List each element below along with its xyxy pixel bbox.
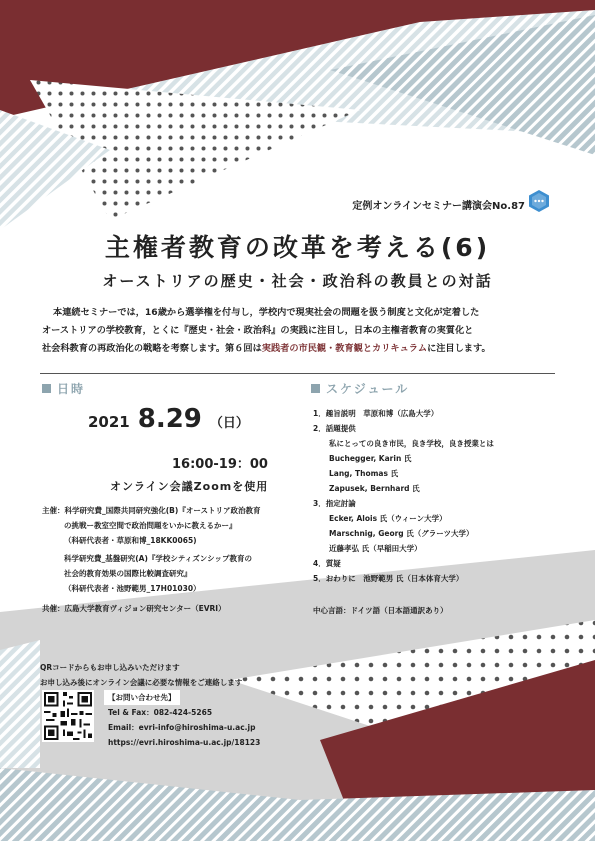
date-weekday: （日） xyxy=(209,416,249,431)
registration-line: お申し込み後にオンライン会議に必要な情報をご連絡します xyxy=(40,678,243,687)
sponsor-line: 主催：科学研究費_国際共同研究強化(B)『オーストリア政治教育 xyxy=(42,506,261,515)
sponsor-line: （科研代表者・草原和博_18KK0065) xyxy=(64,536,197,545)
schedule-item: 1．趣旨説明 草原和博（広島大学） xyxy=(313,409,439,418)
datetime-heading-text: 日時 xyxy=(57,382,86,396)
schedule-heading-text: スケジュール xyxy=(326,382,410,396)
schedule-item: Zapusek, Bernhard 氏 xyxy=(329,484,420,493)
registration-line: QRコードからもお申し込みいただけます xyxy=(40,663,180,672)
registration-info xyxy=(40,660,242,690)
square-bullet-icon xyxy=(311,384,320,393)
intro-text: 社会科教育の再政治化の戦略を考察します。第６回は xyxy=(42,343,262,354)
qr-code-icon[interactable] xyxy=(42,690,94,742)
schedule-item: Buchegger, Karin 氏 xyxy=(329,454,412,463)
co-sponsor-line: 共催：広島大学教育ヴィジョン研究センター（EVRI） xyxy=(42,604,226,613)
section-divider xyxy=(40,373,555,374)
seminar-series-label: 定例オンラインセミナー講演会No.87 xyxy=(352,201,525,212)
schedule-heading xyxy=(311,380,409,397)
intro-line: 本連続セミナーでは，16歳から選挙権を付与し，学校内で現実社会の問題を扱う制度と文化が定着した xyxy=(53,307,480,318)
schedule-item: 5．おわりに 池野範男 氏（日本体育大学） xyxy=(313,574,464,583)
contact-phone: Tel & Fax：082-424-5265 xyxy=(108,708,213,717)
sponsor-line: 科学研究費_基盤研究(A)『学校シティズンシップ教育の xyxy=(64,554,252,563)
schedule-list xyxy=(313,406,494,586)
contact-email[interactable]: Email：evri-info@hiroshima-u.ac.jp xyxy=(108,723,256,732)
bottom-left-stripes xyxy=(0,640,40,768)
event-time: 16:00-19：00 xyxy=(172,457,268,472)
intro-line-3 xyxy=(42,340,558,358)
schedule-item: Lang, Thomas 氏 xyxy=(329,469,399,478)
date-year: 2021 xyxy=(88,413,130,431)
schedule-item: Ecker, Alois 氏（ウィーン大学） xyxy=(329,514,447,523)
datetime-heading xyxy=(42,380,85,397)
sponsor-line: の挑戦ー教室空間で政治問題をいかに教えるかー』 xyxy=(64,521,237,530)
intro-line: オーストリアの学校教育，とくに『歴史・社会・政治科』の実践に注目し，日本の主権者教育の実質化と xyxy=(42,325,474,336)
schedule-item: 私にとっての良き市民，良き学校，良き授業とは xyxy=(329,439,494,448)
schedule-item: 4．質疑 xyxy=(313,559,341,568)
intro-text: に注目します。 xyxy=(427,343,491,354)
contact-heading: 【お問い合わせ先】 xyxy=(104,690,180,705)
date-month-day: 8.29 xyxy=(137,404,202,434)
contact-info xyxy=(104,690,260,750)
intro-paragraph xyxy=(42,304,558,358)
hexagon-logo-icon xyxy=(528,189,550,213)
schedule-item: Marschnig, Georg 氏（グラーツ大学） xyxy=(329,529,474,538)
page-title: 主権者教育の改革を考える(6) xyxy=(104,233,491,262)
event-venue: オンライン会議Zoomを使用 xyxy=(110,480,269,493)
schedule-item: 2．話題提供 xyxy=(313,424,356,433)
square-bullet-icon xyxy=(42,384,51,393)
sponsor-line: 社会的教育効果の国際比較調査研究』 xyxy=(64,569,192,578)
contact-url[interactable]: https://evri.hiroshima-u.ac.jp/18123 xyxy=(108,738,261,747)
schedule-item: 近藤孝弘 氏（早稲田大学） xyxy=(329,544,422,553)
page-subtitle: オーストリアの歴史・社会・政治科の教員との対話 xyxy=(102,272,493,290)
sponsor-line: （科研代表者・池野範男_17H01030） xyxy=(64,584,201,593)
event-date xyxy=(88,404,249,434)
schedule-item: 3．指定討論 xyxy=(313,499,356,508)
language-note: 中心言語：ドイツ語（日本語通訳あり） xyxy=(313,606,448,615)
intro-highlight: 実践者の市民観・教育観とカリキュラム xyxy=(261,343,428,354)
